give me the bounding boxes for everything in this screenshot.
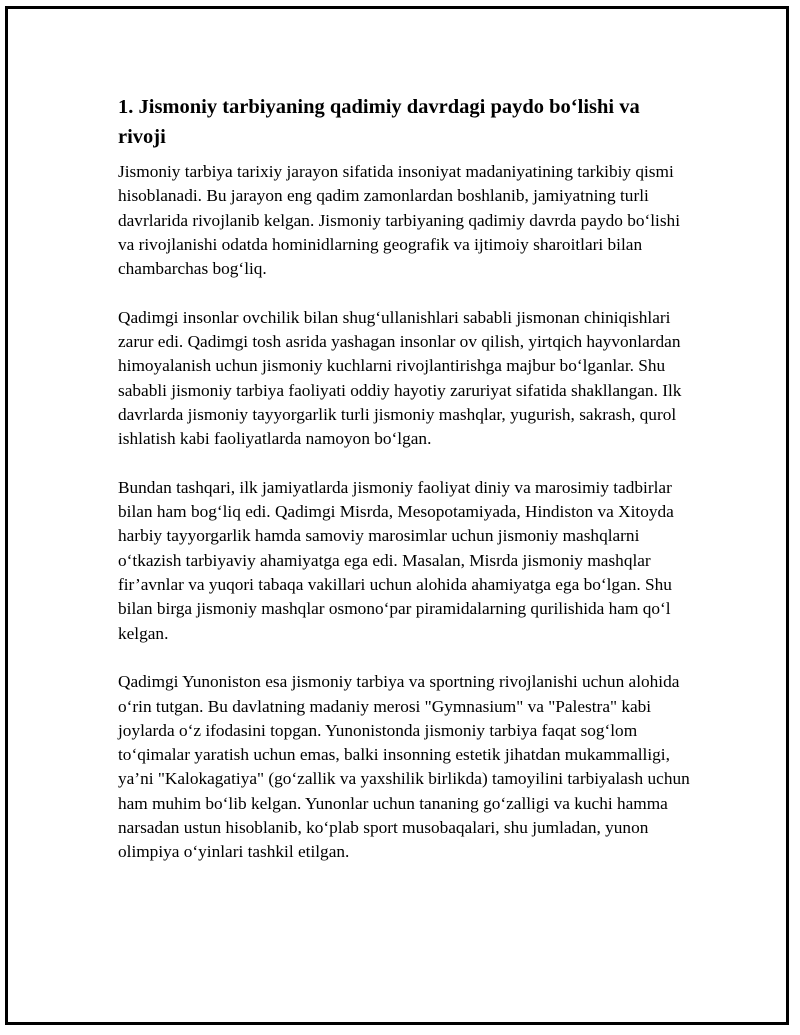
paragraph-1: Jismoniy tarbiya tarixiy jarayon sifatida insoniyat madaniyatining tarkibiy qismi hisoblanadi. Bu jarayon eng qadim zamonlardan boshlanib, jamiyatning turli davrlarida rivojlanib kelgan. Jismoniy tarbiyaning qadimiy davrda paydo bo‘lishi va rivojlanishi odatda hominidlarning geografik va ijtimoiy sharoitlari bilan chambarchas bog‘liq. (118, 162, 680, 279)
document-body (118, 92, 692, 889)
paragraph-2: Qadimgi insonlar ovchilik bilan shug‘ullanishlari sababli jismonan chiniqishlari zarur edi. Qadimgi tosh asrida yashagan insonlar ov qilish, yirtqich hayvonlardan himoyalanish uchun jismoniy kuchlarni rivojlantirishga majbur bo‘lganlar. Shu sababli jismoniy tarbiya faoliyati oddiy hayotiy zaruriyat sifatida shakllangan. Ilk davrlarda jismoniy tayyorgarlik turli jismoniy mashqlar, yugurish, sakrash, qurol ishlatish kabi faoliyatlarda namoyon bo‘lgan. (118, 307, 682, 449)
paragraph-4: Qadimgi Yunoniston esa jismoniy tarbiya va sportning rivojlanishi uchun alohida o‘rin tutgan. Bu davlatning madaniy merosi "Gymnasium" va "Palestra" kabi joylarda o‘z ifodasini topgan. Yunonistonda jismoniy tarbiya faqat sog‘lom to‘qimalar yaratish uchun emas, balki insonning estetik jihatdan mukammalligi, ya’ni "Kalokagatiya" (go‘zallik va yaxshilik birlikda) tamoyilini tarbiyalash uchun ham muhim bo‘lib kelgan. Yunonlar uchun tananing go‘zalligi va kuchi hamma narsadan ustun hisoblanib, ko‘plab sport musobaqalari, shu jumladan, yunon olimpiya o‘yinlari tashkil etilgan. (118, 672, 690, 862)
section-heading: 1. Jismoniy tarbiyaning qadimiy davrdagi paydo bo‘lishi va rivoji (118, 96, 640, 148)
paragraph-3: Bundan tashqari, ilk jamiyatlarda jismoniy faoliyat diniy va marosimiy tadbirlar bilan ham bog‘liq edi. Qadimgi Misrda, Mesopotamiyada, Hindiston va Xitoyda harbiy tayyorgarlik hamda samoviy marosimlar uchun jismoniy mashqlarni o‘tkazish tarbiyaviy ahamiyatga ega edi. Masalan, Misrda jismoniy mashqlar fir’avnlar va yuqori tabaqa vakillari uchun alohida ahamiyatga ega bo‘lgan. Shu bilan birga jismoniy mashqlar osmono‘par piramidalarning qurilishida ham qo‘l kelgan. (118, 477, 674, 643)
